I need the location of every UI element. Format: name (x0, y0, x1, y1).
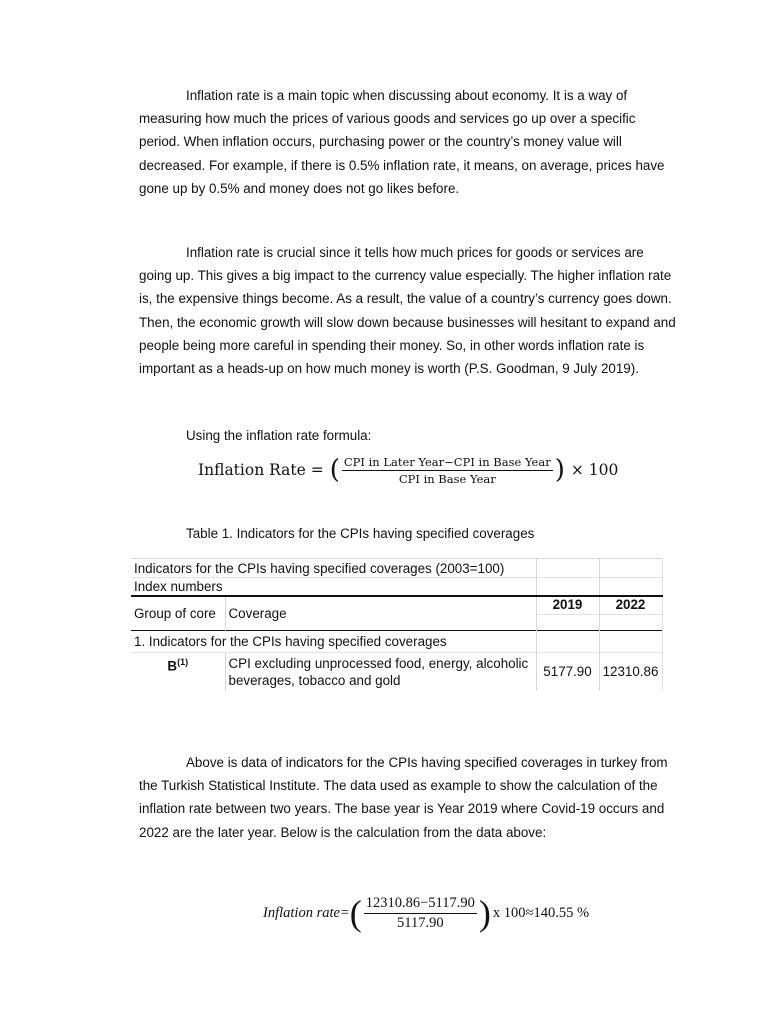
inflation-calculation (263, 893, 589, 933)
empty-cell (536, 615, 599, 631)
empty-cell (536, 559, 599, 578)
footnote-marker: (1) (177, 657, 189, 667)
formula-multiplier: × 100 (570, 461, 619, 479)
close-paren: ) (478, 893, 491, 933)
formula-intro: Using the inflation rate formula: (186, 428, 372, 443)
empty-cell (599, 578, 662, 596)
column-header-group: Group of core (131, 596, 225, 631)
column-header-2019: 2019 (536, 596, 599, 615)
open-paren: ( (349, 893, 362, 933)
calc-lhs: Inflation rate= (263, 904, 350, 921)
cpi-indicators-table (131, 558, 663, 691)
group-code: B (167, 658, 178, 674)
row-coverage: CPI excluding unprocessed food, energy, alcoholic beverages, tobacco and gold (225, 653, 536, 691)
formula-lhs: Inflation Rate = (198, 461, 324, 479)
table-section-label: 1. Indicators for the CPIs having specified coverages (131, 631, 536, 653)
empty-cell (536, 631, 599, 653)
open-paren: ( (329, 455, 340, 485)
row-value-2022: 12310.86 (599, 653, 662, 691)
calc-fraction (364, 895, 477, 932)
column-header-coverage: Coverage (225, 596, 536, 631)
calc-result: x 100≈140.55 % (492, 904, 590, 921)
calc-denominator: 5117.90 (396, 914, 444, 931)
inflation-rate-formula (198, 452, 618, 488)
table-title: Indicators for the CPIs having specified coverages (2003=100) (131, 559, 536, 578)
paragraph-importance: Inflation rate is crucial since it tells how much prices for goods or services are going up. This gives a big impact to the currency value especially. The higher inflation rate is, the expensive things become. As a result, the value of a country’s currency goes down. Then, the economic growth will slow down because businesses will hesitant to expand and people being more careful in spending their money. So, in other words inflation rate is important as a heads-up on how much money is worth (P.S. Goodman, 9 July 2019). (139, 245, 676, 377)
paragraph-intro: Inflation rate is a main topic when discussing about economy. It is a way of measuring how much the prices of various goods and services go up over a specific period. When inflation occurs, purchasing power or the country’s money value will decreased. For example, if there is 0.5% inflation rate, it means, on average, prices have gone up by 0.5% and money does not go likes before. (139, 88, 665, 196)
formula-fraction (342, 455, 553, 486)
column-header-2022: 2022 (599, 596, 662, 615)
formula-numerator: CPI in Later Year−CPI in Base Year (343, 454, 551, 469)
empty-cell (599, 559, 662, 578)
table-subtitle: Index numbers (131, 578, 536, 596)
table-caption: Table 1. Indicators for the CPIs having specified coverages (186, 526, 535, 541)
empty-cell (599, 631, 662, 653)
row-group-code (131, 653, 225, 691)
calc-numerator: 12310.86−5117.90 (364, 895, 477, 914)
empty-cell (536, 578, 599, 596)
formula-denominator: CPI in Base Year (398, 471, 496, 486)
row-value-2019: 5177.90 (536, 653, 599, 691)
close-paren: ) (554, 455, 565, 485)
paragraph-data-explanation: Above is data of indicators for the CPIs having specified coverages in turkey from the Turkish Statistical Institute. The data used as example to show the calculation of the inflation rate between two years. The base year is Year 2019 where Covid-19 occurs and 2022 are the later year. Below is the calculation from the data above: (139, 755, 668, 840)
empty-cell (599, 615, 662, 631)
